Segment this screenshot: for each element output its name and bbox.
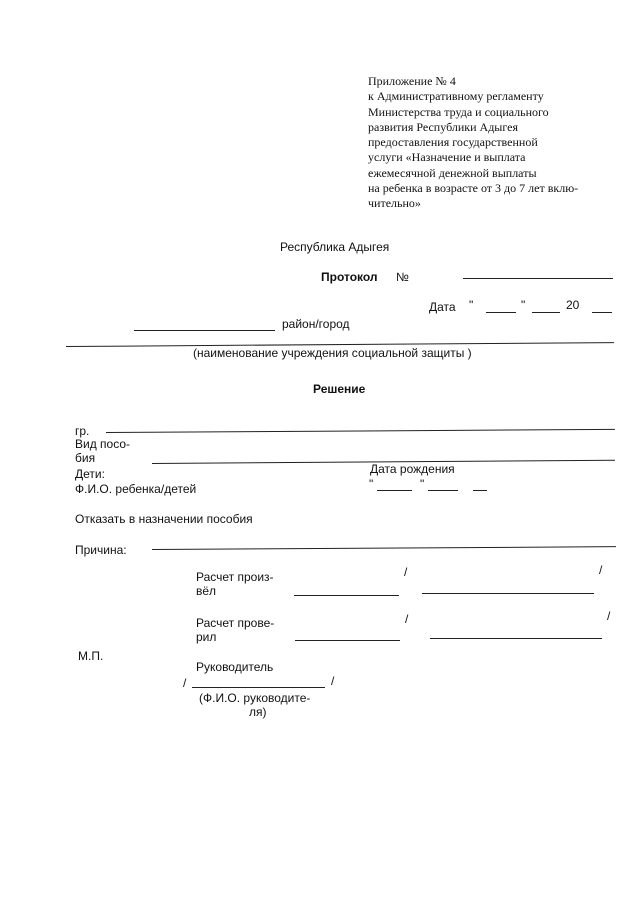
head-caption: (Ф.И.О. руководите- ля) — [199, 691, 311, 719]
reason-line — [152, 546, 616, 550]
date-month-line — [532, 312, 560, 313]
birth-year-line — [473, 490, 487, 491]
date-label: Дата — [429, 300, 456, 314]
seal-label: М.П. — [78, 649, 104, 663]
calculated-slash-2: / — [599, 563, 603, 577]
decision-title: Решение — [313, 382, 366, 396]
appendix-line: чительно» — [368, 196, 421, 211]
calculated-name-line — [422, 593, 594, 594]
checked-slash-2: / — [607, 609, 611, 623]
head-slash-1: / — [183, 676, 187, 690]
checked-signature-line — [295, 640, 400, 641]
calculated-slash-1: / — [404, 565, 408, 579]
refusal-text: Отказать в назначении пособия — [75, 512, 253, 526]
calculated-signature-line — [294, 595, 399, 596]
appendix-line: развития Республики Адыгея — [368, 119, 518, 134]
appendix-note — [368, 74, 578, 212]
appendix-line: к Административному регламенту — [368, 89, 544, 104]
institution-caption: (наименование учреждения социальной защиты ) — [193, 346, 472, 360]
head-slash-2: / — [331, 674, 335, 688]
benefit-type-label: Вид посо- бия — [75, 437, 131, 465]
birth-date-label: Дата рождения — [370, 462, 455, 476]
appendix-line: услуги «Назначение и выплата — [368, 150, 526, 165]
birth-day-line — [377, 490, 412, 491]
head-signature-line — [192, 687, 325, 688]
date-quote-open: " — [469, 298, 474, 312]
appendix-line: на ребенка в возрасте от 3 до 7 лет вклю- — [368, 181, 579, 196]
birth-month-line — [428, 490, 458, 491]
appendix-line: ежемесячной денежной выплаты — [368, 165, 537, 180]
birth-quote-open: " — [369, 477, 374, 491]
checked-by-label: Расчет прове- рил — [196, 616, 275, 644]
district-label: район/город — [282, 317, 350, 331]
citizen-line — [106, 429, 615, 433]
protocol-number-line — [463, 278, 613, 279]
appendix-line: предоставления государственной — [368, 135, 538, 150]
reason-label: Причина: — [75, 543, 127, 557]
date-year-line — [592, 312, 612, 313]
district-line — [134, 330, 275, 331]
appendix-line: Приложение № 4 — [368, 74, 456, 88]
republic-title: Республика Адыгея — [280, 240, 390, 254]
date-day-line — [486, 312, 516, 313]
appendix-line: Министерства труда и социального — [368, 104, 549, 119]
protocol-title: Протокол — [321, 270, 378, 284]
checked-name-line — [430, 638, 602, 639]
children-label: Дети: — [75, 467, 105, 481]
birth-quote-close: " — [420, 477, 425, 491]
citizen-label: гр. — [75, 424, 90, 438]
number-sign: № — [396, 270, 409, 284]
calculated-by-label: Расчет произ- вёл — [196, 570, 274, 598]
checked-slash-1: / — [405, 612, 409, 626]
child-name-label: Ф.И.О. ребенка/детей — [75, 482, 197, 496]
date-year-prefix: 20 — [566, 298, 580, 312]
date-quote-close: " — [521, 298, 526, 312]
head-label: Руководитель — [196, 660, 274, 674]
